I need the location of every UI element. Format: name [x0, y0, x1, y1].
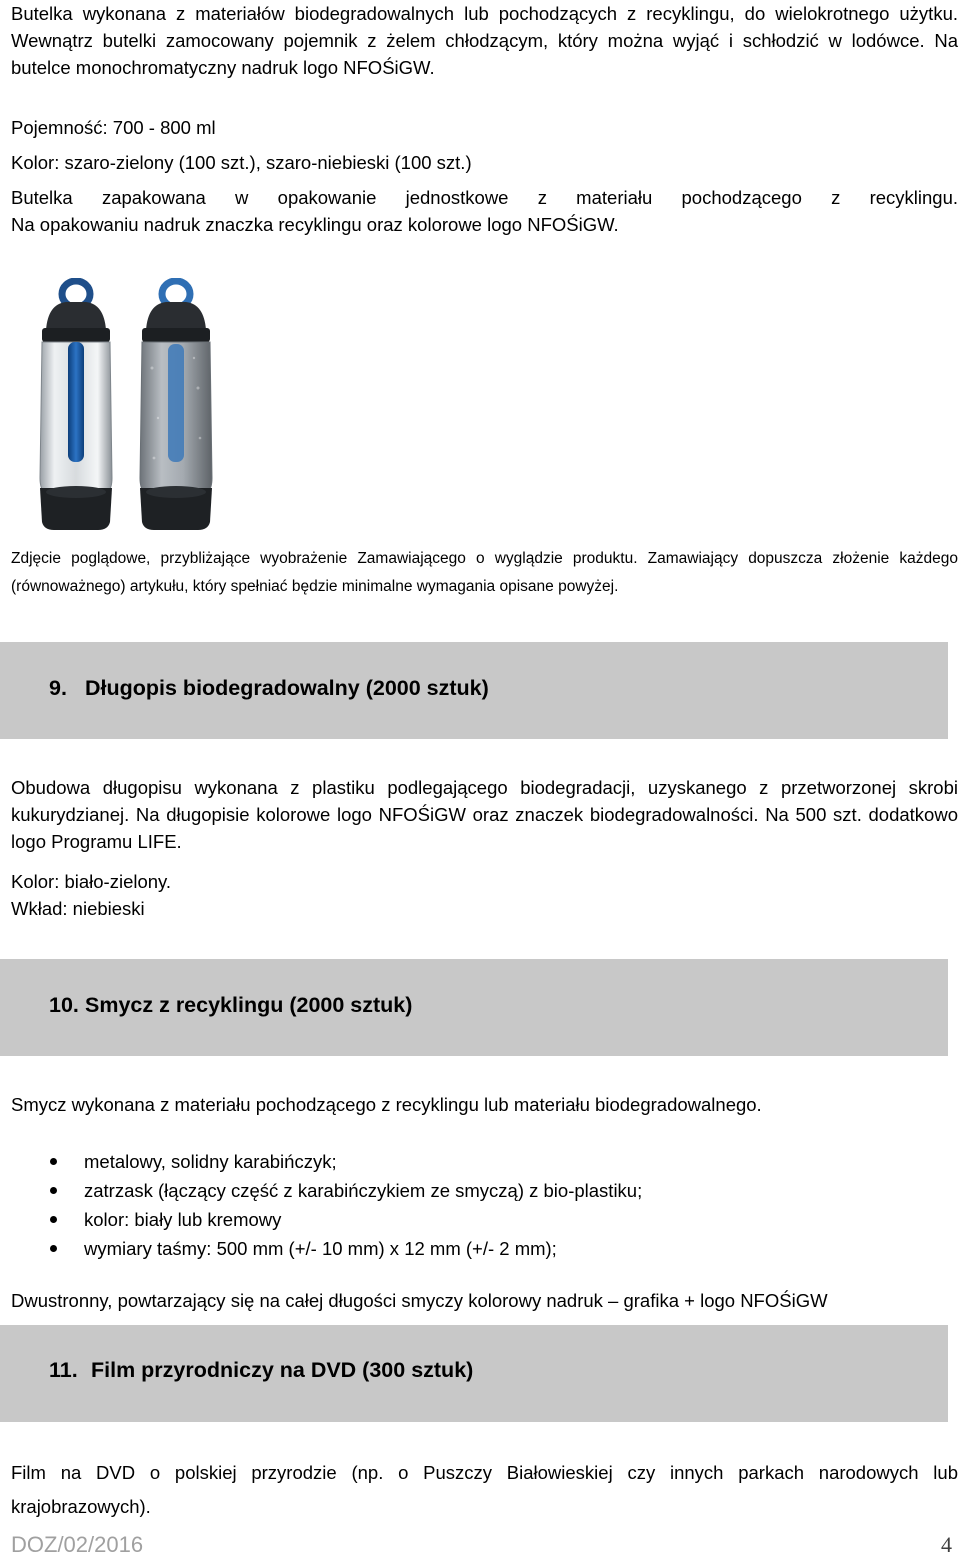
section-11-number: 11.: [49, 1358, 78, 1382]
bullet-icon: [50, 1187, 57, 1194]
section-9-header: [0, 642, 948, 739]
section-10-intro: Smycz wykonana z materiału pochodzącego z recyklingu lub materiału biodegradowalnego.: [11, 1094, 762, 1115]
page-number: 4: [941, 1532, 952, 1557]
section-9-number: 9.: [49, 676, 67, 700]
bullet-icon: [50, 1245, 57, 1252]
list-item: zatrzask (łączący część z karabińczykiem ze smyczą) z bio-plastiku;: [0, 1176, 940, 1205]
list-item: wymiary taśmy: 500 mm (+/- 10 mm) x 12 mm (+/- 2 mm);: [0, 1234, 940, 1263]
document-code: DOZ/02/2016: [11, 1532, 144, 1557]
section-10-print: Dwustronny, powtarzający się na całej długości smyczy kolorowy nadruk – grafika + logo NFOŚiGW: [11, 1290, 828, 1311]
section-9-title-text: Długopis biodegradowalny (2000 sztuk): [85, 676, 489, 700]
section-9-title: [49, 676, 489, 701]
section-11-body: Film na DVD o polskiej przyrodzie (np. o Puszczy Białowieskiej czy innych parkach narodowych lub krajobrazowych).: [11, 1462, 958, 1517]
bullet-icon: [50, 1216, 57, 1223]
section-9-body: Obudowa długopisu wykonana z plastiku podlegającego biodegradacji, uzyskanego z przetworzonej skrobi kukurydzianej. Na długopisie kolorowe logo NFOŚiGW oraz znaczek biodegradowalności. Na 500 szt. dodatkowo logo Programu LIFE.: [11, 777, 958, 852]
section-9-refill: Wkład: niebieski: [11, 898, 145, 919]
bullet-icon: [50, 1158, 57, 1165]
list-item: metalowy, solidny karabińczyk;: [0, 1147, 940, 1176]
section-11-title: [49, 1358, 473, 1383]
photo-caption: Zdjęcie poglądowe, przybliżające wyobrażenie Zamawiającego o wyglądzie produktu. Zamawiający dopuszcza złożenie każdego (równoważnego) artykułu, który spełniać będzie minimalne wymagania opisane powyżej.: [11, 550, 958, 595]
bottle-product-photo: [28, 278, 224, 540]
section-10-title-text: Smycz z recyklingu (2000 sztuk): [85, 993, 413, 1017]
bottle-color: Kolor: szaro-zielony (100 szt.), szaro-niebieski (100 szt.): [11, 152, 472, 173]
bottle-description: Butelka wykonana z materiałów biodegradowalnych lub pochodzących z recyklingu, do wielokrotnego użytku. Wewnątrz butelki zamocowany pojemnik z żelem chłodzącym, który można wyjąć i schłodzić w lodówce. Na butelce monochromatyczny nadruk logo NFOŚiGW.: [11, 3, 958, 78]
section-10-bullet-list: [0, 1147, 940, 1263]
bottle-packaging-line1: Butelka zapakowana w opakowanie jednostkowe z materiału pochodzącego z recyklingu.: [11, 187, 958, 208]
section-10-header: [0, 959, 948, 1056]
section-9-color: Kolor: biało-zielony.: [11, 871, 172, 892]
section-11-title-text: Film przyrodniczy na DVD (300 sztuk): [91, 1358, 474, 1382]
bottle-packaging-line2: Na opakowaniu nadruk znaczka recyklingu oraz kolorowe logo NFOŚiGW.: [11, 214, 619, 235]
bottle-clear-icon: [40, 281, 112, 530]
section-11-header: [0, 1325, 948, 1422]
list-item: kolor: biały lub kremowy: [0, 1205, 940, 1234]
bottle-capacity: Pojemność: 700 - 800 ml: [11, 117, 216, 138]
section-10-number: 10.: [49, 993, 79, 1017]
bottle-frosted-icon: [140, 281, 212, 530]
section-10-title: [49, 993, 412, 1018]
